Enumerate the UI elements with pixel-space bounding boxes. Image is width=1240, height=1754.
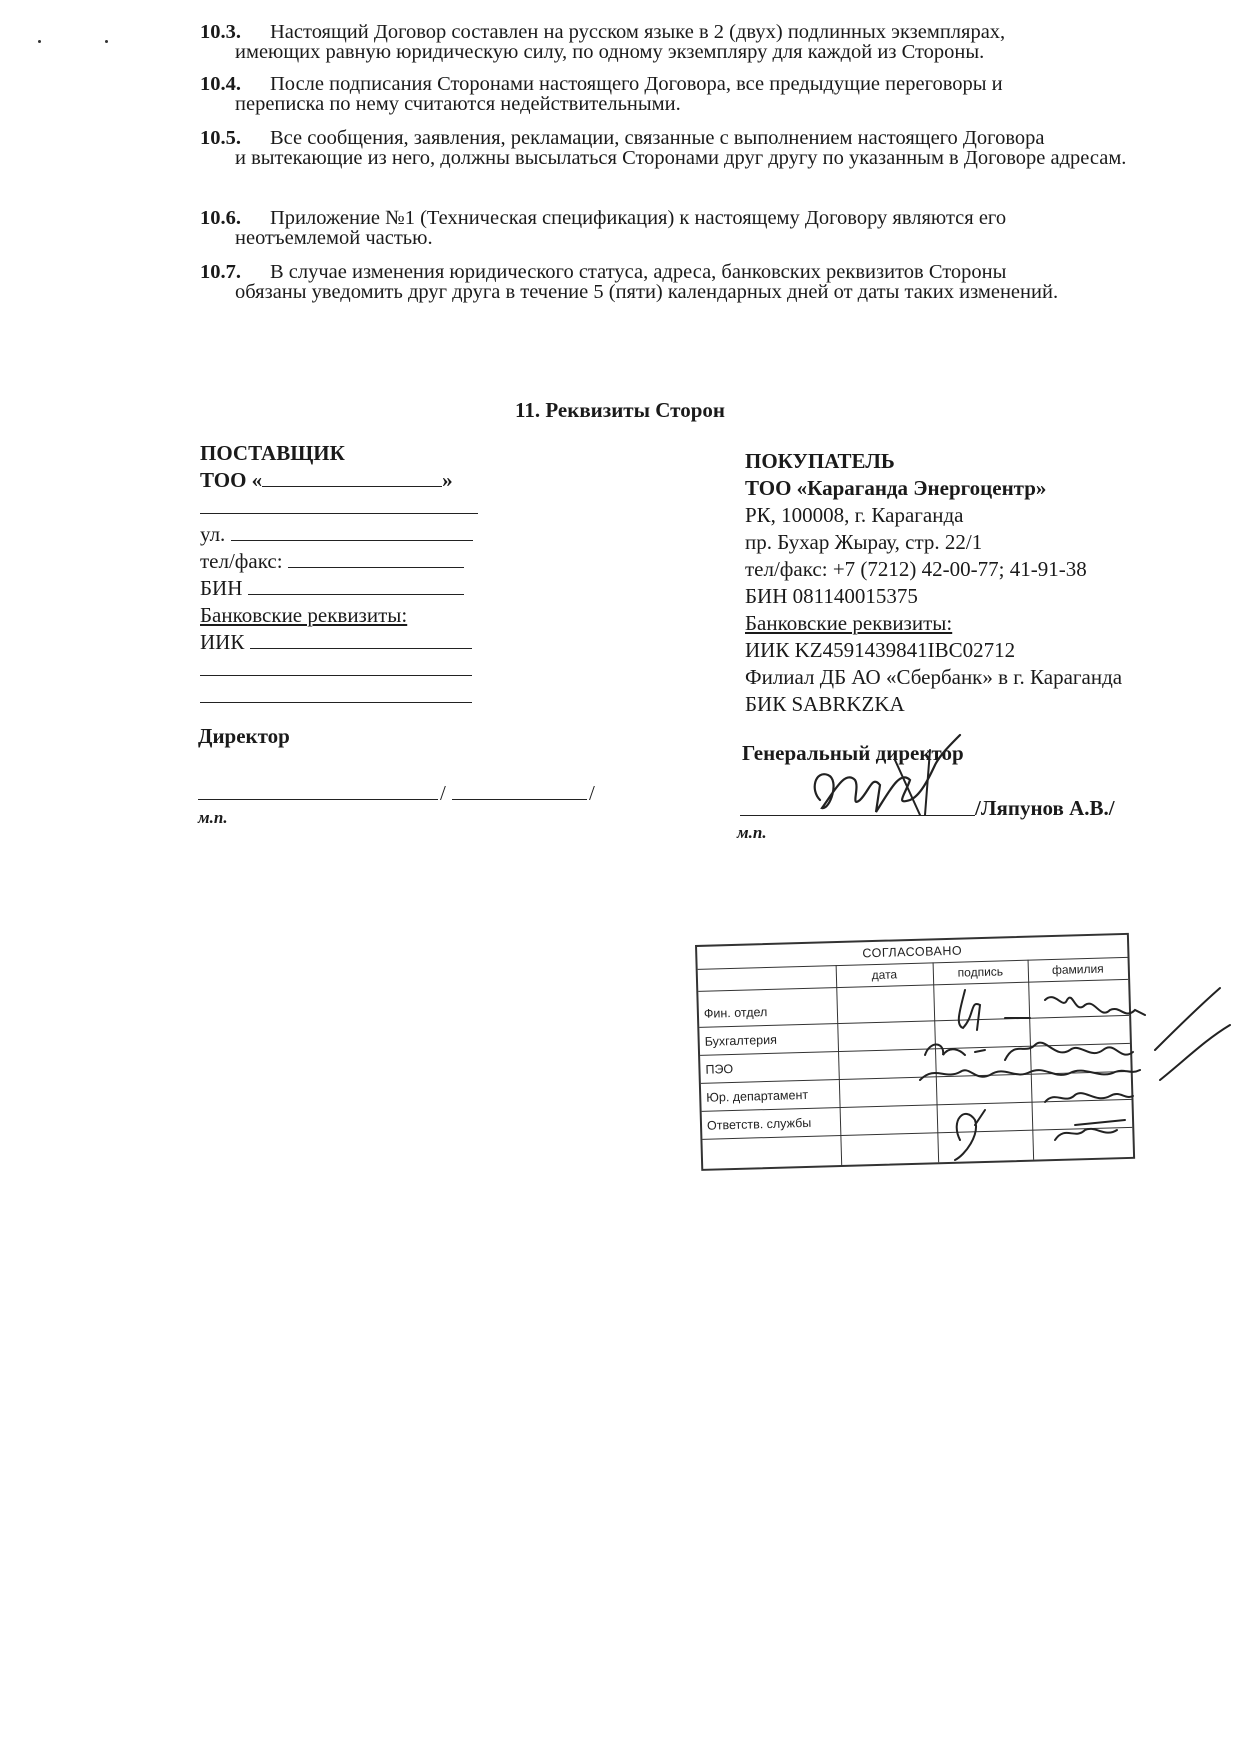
- iik-label: ИИК: [200, 630, 245, 654]
- stamp-row-label: ПЭО: [705, 1061, 734, 1077]
- supplier-blank-line: [200, 656, 500, 683]
- clause-10-7: [200, 262, 1155, 302]
- supplier-blank-line: [200, 494, 500, 521]
- supplier-street-row: [200, 521, 500, 548]
- clause-10-4: [200, 74, 1155, 114]
- stamp-row-label: Бухгалтерия: [704, 1032, 778, 1049]
- bin-blank: [248, 575, 464, 595]
- buyer-city: РК, 100008, г. Караганда: [745, 503, 964, 527]
- supplier-blank-line: [200, 683, 500, 710]
- stamp-row-label: Ответств. службы: [706, 1115, 812, 1133]
- buyer-company: ТОО «Караганда Энергоцентр»: [745, 476, 1047, 500]
- buyer-branch: Филиал ДБ АО «Сбербанк» в г. Караганда: [745, 665, 1123, 689]
- buyer-bik: БИК SABRKZKA: [745, 692, 905, 716]
- stamp-row-label: Фин. отдел: [703, 1005, 768, 1021]
- buyer-block: [745, 448, 1185, 718]
- section-title: 11. Реквизиты Сторон: [515, 398, 725, 422]
- buyer-director-label: Генеральный директор: [742, 741, 964, 765]
- phone-label: тел/факс:: [200, 549, 283, 573]
- stamp-title: СОГЛАСОВАНО: [697, 935, 1127, 970]
- buyer-bank-label: Банковские реквизиты:: [745, 611, 953, 635]
- supplier-heading: ПОСТАВЩИК: [200, 441, 345, 465]
- clause-text-continued: и вытекающие из него, должны высылаться Сторонами друг другу по указанным в Договоре адресам.: [235, 147, 1127, 169]
- buyer-seal-label: м.п.: [737, 823, 767, 842]
- blank-line: [200, 683, 472, 703]
- scan-speck: [105, 40, 108, 43]
- stamp-handwritten-signatures: [905, 980, 1235, 1180]
- supplier-seal-label: м.п.: [198, 808, 228, 827]
- buyer-director-name: /Ляпунов А.В./: [975, 796, 1115, 820]
- clause-text: Все сообщения, заявления, рекламации, связанные с выполнением настоящего Договора: [270, 127, 1045, 149]
- supplier-director-label: Директор: [198, 724, 290, 748]
- bin-label: БИН: [200, 576, 243, 600]
- clause-text: Приложение №1 (Техническая спецификация) к настоящему Договору являются его: [270, 207, 1007, 229]
- clause-text: В случае изменения юридического статуса, адреса, банковских реквизитов Стороны: [270, 261, 1007, 283]
- buyer-phone: тел/факс: +7 (7212) 42-00-77; 41-91-38: [745, 557, 1087, 581]
- street-blank: [231, 521, 473, 541]
- clause-10-5: [200, 128, 1155, 168]
- supplier-bin-row: [200, 575, 500, 602]
- supplier-company: [200, 467, 500, 494]
- clause-number: 10.6.: [200, 207, 241, 229]
- supplier-signature-line: [198, 799, 438, 800]
- clause-number: 10.5.: [200, 127, 241, 149]
- iik-blank: [250, 629, 472, 649]
- blank-line: [200, 494, 478, 514]
- clause-text-continued: неотъемлемой частью.: [235, 227, 433, 249]
- clause-text-continued: переписка по нему считаются недействительными.: [235, 93, 681, 115]
- clause-text-continued: имеющих равную юридическую силу, по одному экземпляру для каждой из Стороны.: [235, 41, 985, 63]
- clause-10-3: [200, 22, 1155, 62]
- stamp-col-surname: фамилия: [1051, 961, 1104, 978]
- supplier-block: [200, 440, 500, 710]
- buyer-iik: ИИК KZ4591439841IBC02712: [745, 638, 1016, 662]
- supplier-name-line: [452, 799, 587, 800]
- clause-text: Настоящий Договор составлен на русском языке в 2 (двух) подлинных экземплярах,: [270, 21, 1006, 43]
- supplier-sign-slash: /: [589, 781, 595, 805]
- phone-blank: [288, 548, 464, 568]
- clause-text: После подписания Сторонами настоящего Договора, все предыдущие переговоры и: [270, 73, 1003, 95]
- buyer-heading: ПОКУПАТЕЛЬ: [745, 449, 895, 473]
- supplier-company-blank: [262, 467, 442, 487]
- clause-text-continued: обязаны уведомить друг друга в течение 5 (пяти) календарных дней от даты таких изменений.: [235, 281, 1059, 303]
- blank-line: [200, 656, 472, 676]
- clause-number: 10.7.: [200, 261, 241, 283]
- clause-number: 10.3.: [200, 21, 241, 43]
- scan-speck: [38, 40, 41, 43]
- supplier-company-prefix: ТОО «: [200, 468, 263, 492]
- stamp-col-date: дата: [871, 967, 898, 983]
- director-signature-image: [800, 730, 970, 820]
- buyer-address: пр. Бухар Жырау, стр. 22/1: [745, 530, 983, 554]
- supplier-bank-label: Банковские реквизиты:: [200, 603, 408, 627]
- street-label: ул.: [200, 522, 226, 546]
- clause-number: 10.4.: [200, 73, 241, 95]
- stamp-row-label: Юр. департамент: [706, 1087, 809, 1105]
- supplier-company-suffix: »: [442, 468, 453, 492]
- stamp-col-signature: подпись: [957, 964, 1004, 980]
- clause-10-6: [200, 208, 1155, 248]
- supplier-iik-row: [200, 629, 500, 656]
- supplier-sign-slash: /: [440, 781, 446, 805]
- buyer-bin: БИН 081140015375: [745, 584, 918, 608]
- supplier-phone-row: [200, 548, 500, 575]
